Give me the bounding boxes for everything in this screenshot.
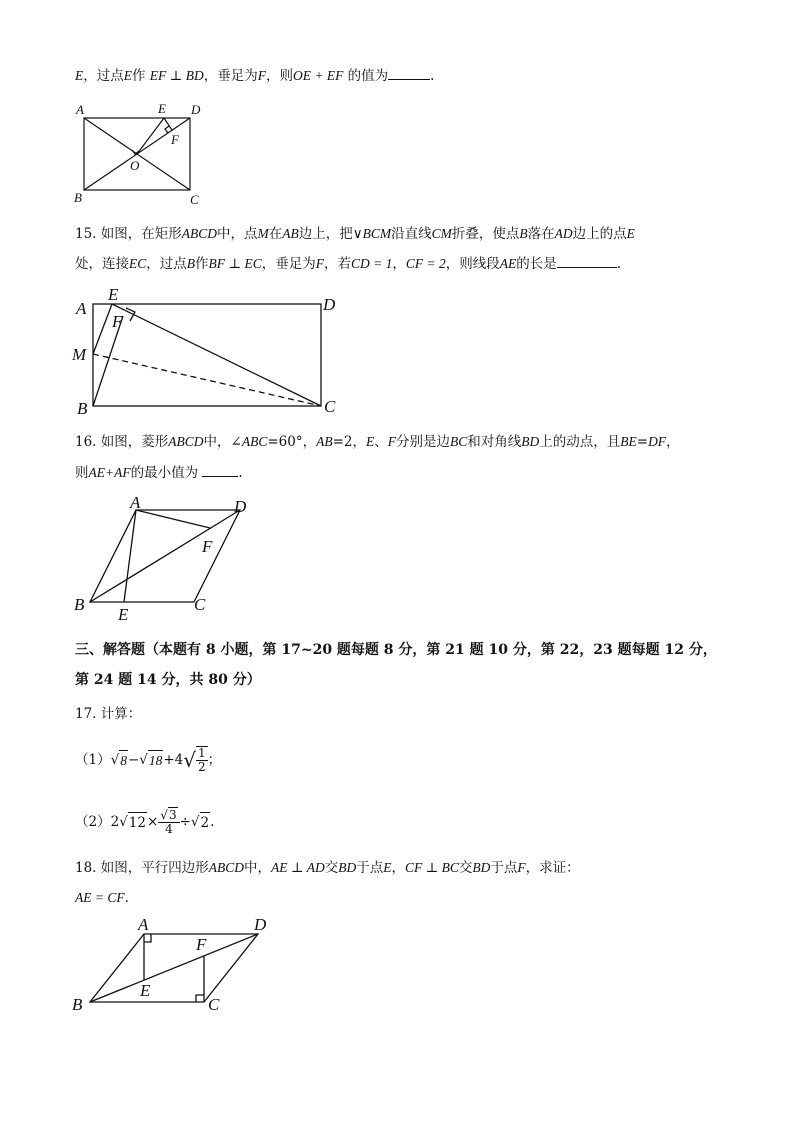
figure-15-rectangle: [72, 284, 352, 418]
label-A: A: [76, 299, 87, 318]
figure-16-rhombus: [72, 493, 262, 624]
label-F: F: [171, 132, 179, 147]
label-D: D: [234, 497, 247, 516]
q16-line2: 则AE+AF的最小值为 .: [75, 465, 243, 481]
label-C: C: [208, 995, 220, 1014]
sqrt-symbol: √: [183, 748, 197, 772]
label-C: C: [190, 192, 199, 207]
label-D: D: [254, 915, 267, 934]
fraction: $\frac{√3}{4}$: [158, 809, 179, 836]
sqrt-symbol: √: [190, 814, 200, 830]
q17-part1: （1） √ 8 − √ 18 +4 √ $\frac{1}{2}$ ；: [75, 746, 222, 774]
q17-title: 17. 计算：: [75, 706, 142, 722]
fraction: $\frac{1}{2}$: [198, 746, 206, 774]
label-F: F: [112, 312, 123, 331]
label-A: A: [138, 915, 149, 934]
sqrt-symbol: √: [119, 814, 128, 830]
label-A: A: [130, 493, 141, 512]
label-F: F: [202, 537, 213, 556]
label-C: C: [194, 595, 206, 614]
label-D: D: [191, 102, 201, 117]
q15-line2: 处，连接EC，过点B作BF ⊥ EC，垂足为F，若CD = 1，CF = 2，则线段AE的长是 .: [75, 256, 622, 272]
answer-blank[interactable]: [202, 464, 238, 477]
label-B: B: [72, 995, 83, 1014]
q17-part2: （2） 2 √ 12 × $\frac{√3}{4}$ ÷ √ 2 .: [75, 807, 215, 836]
section-heading: 三、解答题（本题有 8 小题，第 17~20 题每题 8 分，第 21 题 10 分，第 22，23 题每题 12 分，: [75, 642, 717, 658]
label-M: M: [72, 345, 87, 364]
label-E: E: [158, 101, 166, 116]
q14-text: E，过点E作 EF ⊥ BD，垂足为F，则OE + EF 的值为 .: [75, 68, 435, 84]
label-E: E: [108, 285, 119, 304]
label-D: D: [323, 295, 336, 314]
label-B: B: [74, 595, 85, 614]
q16-line1: 16. 如图，菱形ABCD中，∠ABC=60°，AB=2，E、F分别是边BC和对角线BD上的动点，且BE=DF，: [75, 434, 680, 450]
sqrt-symbol: √: [110, 752, 120, 768]
section-heading-cont: 第 24 题 14 分，共 80 分）: [75, 672, 261, 688]
sqrt-symbol: √: [160, 807, 168, 822]
label-O: O: [130, 158, 140, 173]
label-B: B: [74, 190, 82, 205]
q18-line2: AE = CF.: [75, 890, 129, 906]
answer-blank[interactable]: [557, 255, 617, 268]
label-E: E: [140, 981, 151, 1000]
figure-14-rectangle: [72, 100, 202, 210]
q18-line1: 18. 如图，平行四边形ABCD中，AE ⊥ AD交BD于点E，CF ⊥ BC交BD于点F，求证：: [75, 860, 580, 876]
answer-blank[interactable]: [388, 67, 430, 80]
label-E: E: [118, 605, 129, 624]
label-F: F: [196, 935, 207, 954]
q15-line1: 15. 如图，在矩形ABCD中，点M在AB边上，把∨BCM沿直线CM折叠，使点B落在AD边上的点E: [75, 226, 635, 242]
sqrt-symbol: √: [139, 752, 148, 768]
label-B: B: [77, 399, 88, 418]
label-A: A: [76, 102, 84, 117]
figure-18-parallelogram: [72, 912, 282, 1020]
label-C: C: [324, 397, 336, 416]
